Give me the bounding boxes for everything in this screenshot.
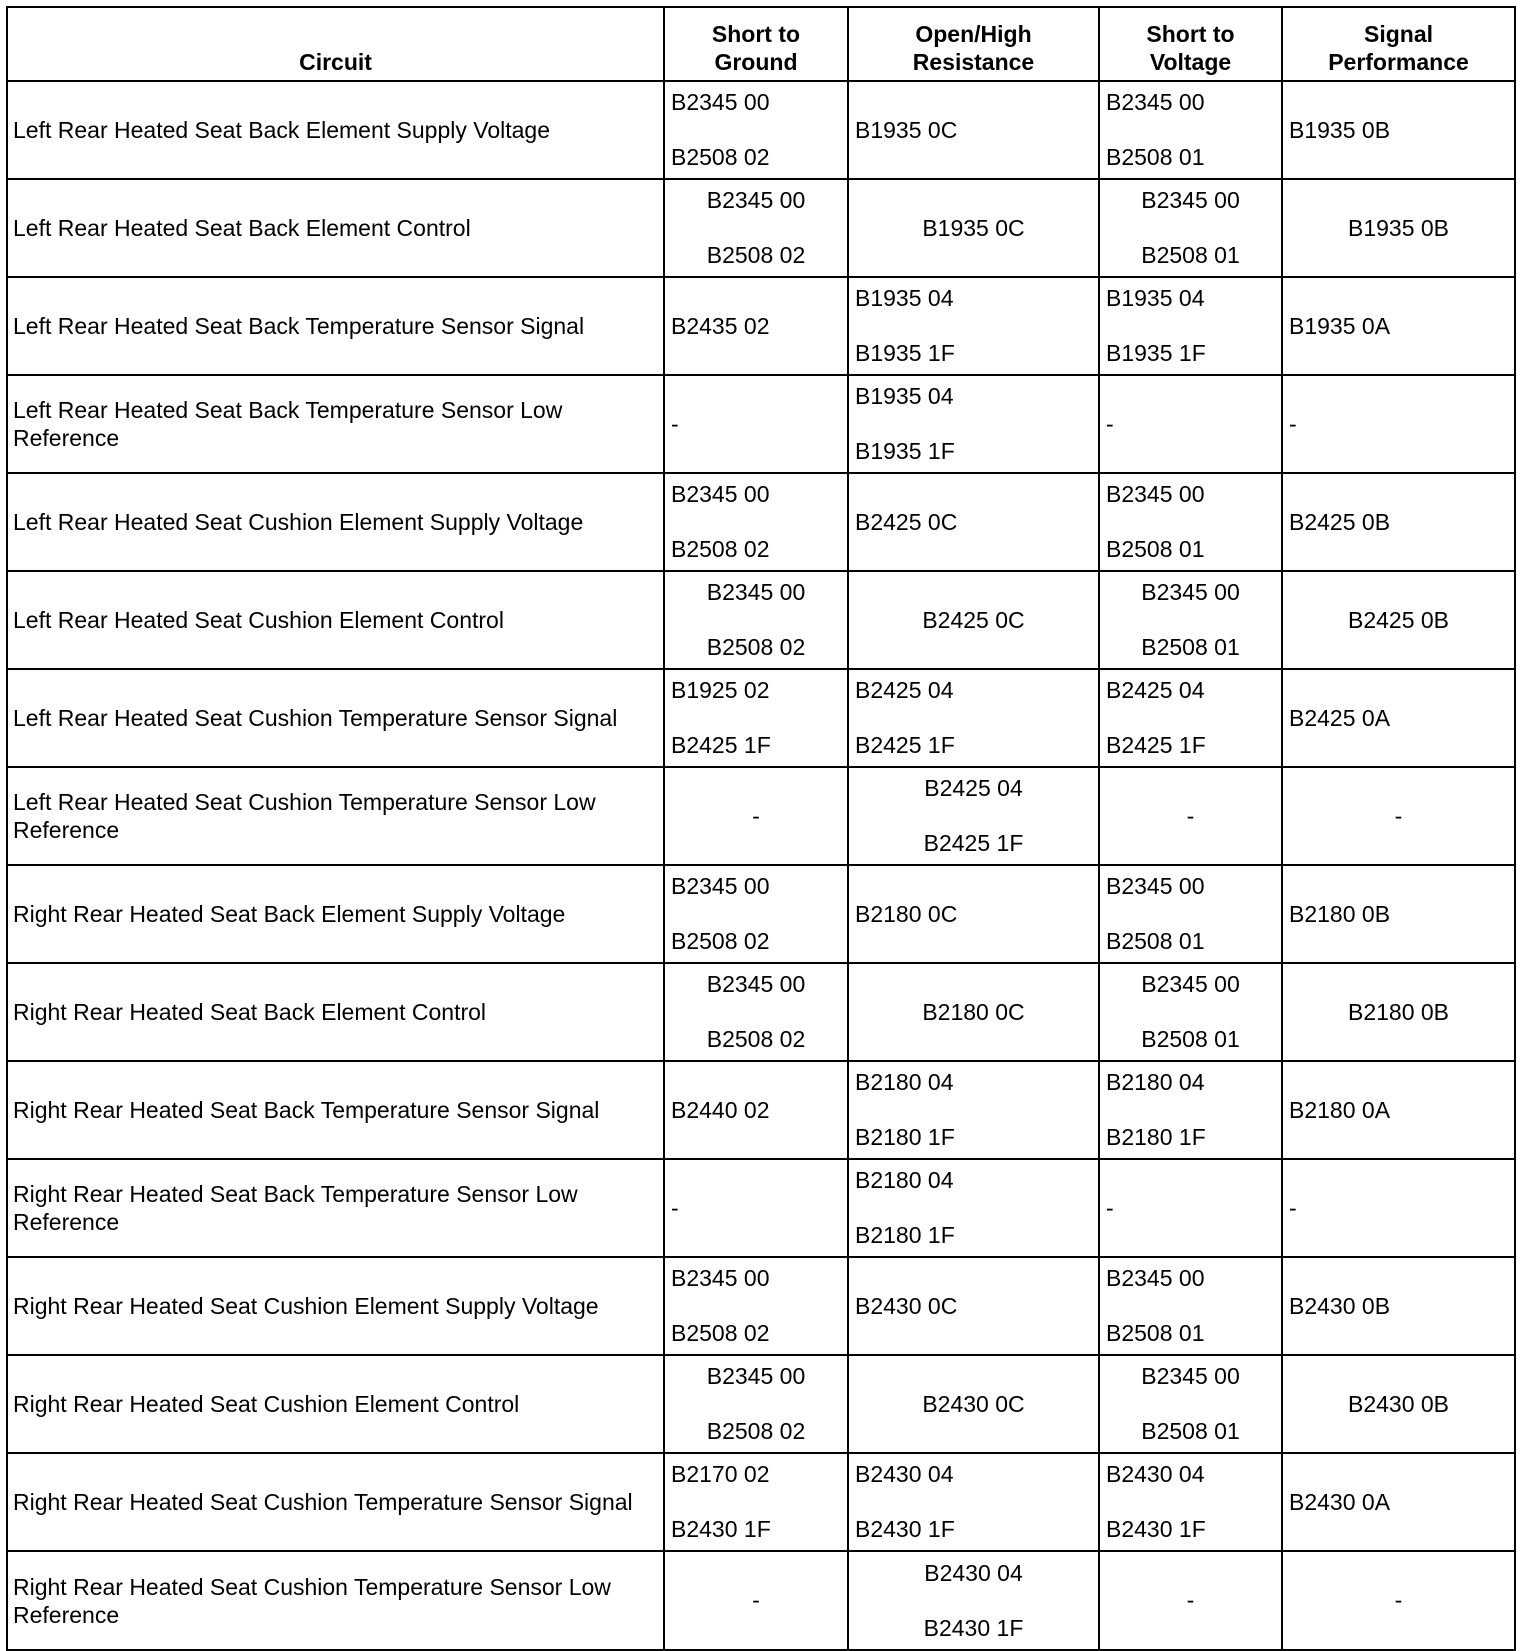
dtc-code: B2345 00 (706, 579, 806, 605)
line-gap (1106, 312, 1281, 340)
dtc-code: B2508 02 (671, 144, 770, 170)
dtc-code: B2180 04 (855, 1167, 954, 1193)
short-ground-cell (664, 669, 848, 767)
signal-perf-cell (1282, 1257, 1515, 1355)
open-high-cell (848, 1061, 1099, 1159)
dtc-code: B1935 04 (1106, 285, 1205, 311)
line-gap (665, 214, 847, 242)
signal-perf-cell (1282, 1551, 1515, 1650)
signal-perf-cell (1282, 963, 1515, 1061)
dtc-code: B2425 1F (1106, 732, 1206, 758)
dtc-code: B2425 04 (1106, 677, 1205, 703)
open-high-cell (848, 1159, 1099, 1257)
open-high-cell (848, 1257, 1099, 1355)
table-body (7, 81, 1515, 1650)
circuit-cell: Right Rear Heated Seat Cushion Temperature Sensor Signal (7, 1453, 664, 1551)
dtc-code: - (1106, 410, 1114, 437)
dtc-code: B1935 0C (922, 214, 1025, 241)
dtc-code: B1935 04 (855, 285, 954, 311)
short-voltage-cell (1099, 865, 1282, 963)
header-row (7, 7, 1515, 81)
line-gap (665, 1390, 847, 1418)
dtc-code: B2425 0B (1347, 606, 1450, 633)
dtc-code: B2345 00 (671, 1265, 770, 1291)
short-voltage-cell (1099, 1159, 1282, 1257)
dtc-code: B2508 01 (1141, 242, 1240, 268)
short-ground-cell (664, 1453, 848, 1551)
line-gap (671, 900, 847, 928)
dtc-code: B2345 00 (1106, 1265, 1205, 1291)
dtc-code: - (671, 410, 679, 437)
dtc-code: B2430 1F (923, 1614, 1024, 1641)
dtc-code: B2508 01 (1106, 1320, 1205, 1346)
open-high-cell (848, 81, 1099, 179)
dtc-code: B2508 02 (706, 242, 806, 268)
circuit-cell: Left Rear Heated Seat Back Temperature Sensor Signal (7, 277, 664, 375)
short-ground-cell (664, 571, 848, 669)
table-row (7, 473, 1515, 571)
line-gap (671, 508, 847, 536)
open-high-cell (848, 767, 1099, 865)
dtc-code: B2508 02 (671, 928, 770, 954)
dtc-code: B1925 02 (671, 677, 770, 703)
signal-perf-cell (1282, 375, 1515, 473)
open-high-cell (848, 179, 1099, 277)
line-gap (855, 410, 1098, 438)
dtc-code: - (1106, 1194, 1114, 1221)
dtc-code: B2430 0B (1289, 1292, 1391, 1319)
dtc-code: - (1289, 410, 1297, 437)
line-gap (1106, 1488, 1281, 1516)
open-high-cell (848, 277, 1099, 375)
dtc-code: B2345 00 (706, 1363, 806, 1389)
dtc-code: B1935 0C (855, 116, 958, 143)
circuit-cell: Right Rear Heated Seat Cushion Element Control (7, 1355, 664, 1453)
signal-perf-cell (1282, 571, 1515, 669)
dtc-code: B2508 01 (1106, 144, 1205, 170)
table-row (7, 1159, 1515, 1257)
signal-perf-cell (1282, 1159, 1515, 1257)
dtc-table (6, 6, 1516, 1651)
line-gap (1106, 1292, 1281, 1320)
dtc-code: B1935 04 (855, 383, 954, 409)
table-row (7, 81, 1515, 179)
dtc-code: B2180 0C (922, 998, 1025, 1025)
dtc-code: B1935 0A (1289, 312, 1391, 339)
circuit-cell: Left Rear Heated Seat Back Element Control (7, 179, 664, 277)
header-line: Open/High (915, 21, 1032, 47)
dtc-code: B1935 0B (1347, 214, 1450, 241)
circuit-cell: Left Rear Heated Seat Cushion Element Control (7, 571, 664, 669)
dtc-code: B1935 0B (1289, 116, 1391, 143)
short-ground-cell (664, 473, 848, 571)
short-ground-cell (664, 81, 848, 179)
dtc-code: B2425 1F (671, 732, 771, 758)
dtc-code: B2345 00 (706, 971, 806, 997)
dtc-code: B2508 01 (1141, 634, 1240, 660)
table-row (7, 571, 1515, 669)
header-signal-performance (1282, 7, 1515, 81)
signal-perf-cell (1282, 81, 1515, 179)
short-ground-cell (664, 1257, 848, 1355)
short-ground-cell (664, 1061, 848, 1159)
dtc-code: B2430 1F (855, 1516, 955, 1542)
dtc-code: B2345 00 (671, 873, 770, 899)
dtc-code: B2425 04 (855, 677, 954, 703)
dtc-code: B2345 00 (706, 187, 806, 213)
dtc-code: B2180 04 (855, 1069, 954, 1095)
dtc-code: B2430 0B (1347, 1390, 1450, 1417)
signal-perf-cell (1282, 473, 1515, 571)
dtc-code: B2430 04 (855, 1461, 954, 1487)
signal-perf-cell (1282, 669, 1515, 767)
signal-perf-cell (1282, 277, 1515, 375)
dtc-code: B2425 1F (923, 830, 1024, 856)
short-voltage-cell (1099, 179, 1282, 277)
short-voltage-cell (1099, 1453, 1282, 1551)
short-voltage-cell (1099, 1257, 1282, 1355)
dtc-code: B2180 1F (855, 1222, 955, 1248)
line-gap (671, 1488, 847, 1516)
table-row (7, 277, 1515, 375)
dtc-code: B2345 00 (1141, 971, 1240, 997)
dtc-code: B2440 02 (671, 1096, 770, 1123)
dtc-code: B2180 0C (855, 900, 958, 927)
table-row (7, 375, 1515, 473)
line-gap (855, 1194, 1098, 1222)
circuit-cell: Left Rear Heated Seat Back Element Supply Voltage (7, 81, 664, 179)
dtc-code: B2508 01 (1106, 536, 1205, 562)
short-ground-cell (664, 963, 848, 1061)
header-line: Signal (1363, 21, 1433, 47)
dtc-code: B2430 1F (671, 1516, 771, 1542)
short-voltage-cell (1099, 375, 1282, 473)
dtc-code: B2180 04 (1106, 1069, 1205, 1095)
circuit-cell: Right Rear Heated Seat Back Temperature Sensor Signal (7, 1061, 664, 1159)
short-voltage-cell (1099, 1061, 1282, 1159)
dtc-code: - (671, 1194, 679, 1221)
dtc-code: B2170 02 (671, 1461, 770, 1487)
line-gap (665, 606, 847, 634)
line-gap (1106, 900, 1281, 928)
line-gap (1106, 116, 1281, 144)
header-circuit-label: Circuit (299, 49, 372, 75)
circuit-cell: Right Rear Heated Seat Cushion Temperature Sensor Low Reference (7, 1551, 664, 1650)
dtc-code: B2508 02 (706, 1026, 806, 1052)
line-gap (1100, 214, 1281, 242)
signal-perf-cell (1282, 767, 1515, 865)
dtc-code: - (1394, 1587, 1403, 1613)
table-row (7, 865, 1515, 963)
dtc-code: B2180 0B (1347, 998, 1450, 1025)
signal-perf-cell (1282, 1355, 1515, 1453)
short-voltage-cell (1099, 277, 1282, 375)
open-high-cell (848, 1355, 1099, 1453)
dtc-code: B2345 00 (1141, 1363, 1240, 1389)
dtc-code: B2180 0B (1289, 900, 1391, 927)
dtc-code: B2508 02 (706, 1418, 806, 1444)
dtc-code: - (752, 1587, 760, 1613)
table-row (7, 1551, 1515, 1650)
dtc-code: B2430 04 (924, 1559, 1023, 1586)
dtc-code: B2345 00 (1141, 187, 1240, 213)
dtc-code: B2508 01 (1141, 1026, 1240, 1052)
table-row (7, 669, 1515, 767)
open-high-cell (848, 375, 1099, 473)
short-ground-cell (664, 375, 848, 473)
line-gap (1106, 508, 1281, 536)
line-gap (849, 802, 1098, 830)
short-ground-cell (664, 865, 848, 963)
header-line: Short to (711, 21, 801, 47)
signal-perf-cell (1282, 865, 1515, 963)
short-ground-cell (664, 1551, 848, 1650)
open-high-cell (848, 1551, 1099, 1650)
dtc-code: B2508 02 (671, 536, 770, 562)
dtc-code: B2180 1F (1106, 1124, 1206, 1150)
line-gap (855, 1096, 1098, 1124)
dtc-code: - (1186, 1587, 1195, 1613)
circuit-cell: Right Rear Heated Seat Cushion Element Supply Voltage (7, 1257, 664, 1355)
dtc-code: B2345 00 (1106, 873, 1205, 899)
dtc-code: B1935 1F (1106, 340, 1206, 366)
dtc-code: - (1394, 802, 1403, 829)
table-row (7, 767, 1515, 865)
short-voltage-cell (1099, 1551, 1282, 1650)
dtc-code: B2508 02 (671, 1320, 770, 1346)
short-voltage-cell (1099, 473, 1282, 571)
dtc-code: B2425 0C (922, 606, 1025, 633)
short-voltage-cell (1099, 963, 1282, 1061)
header-line: Short to (1146, 21, 1235, 47)
header-short-to-ground (664, 7, 848, 81)
table-row (7, 1061, 1515, 1159)
line-gap (671, 704, 847, 732)
circuit-cell: Left Rear Heated Seat Back Temperature Sensor Low Reference (7, 375, 664, 473)
dtc-code: - (1186, 802, 1195, 829)
dtc-code: B2425 0B (1289, 508, 1391, 535)
dtc-code: B2508 02 (706, 634, 806, 660)
line-gap (855, 312, 1098, 340)
signal-perf-cell (1282, 1453, 1515, 1551)
dtc-code: B2430 0A (1289, 1488, 1391, 1515)
dtc-code: B2345 00 (671, 89, 770, 115)
dtc-code: B2345 00 (1106, 481, 1205, 507)
dtc-code: B2180 1F (855, 1124, 955, 1150)
dtc-code: B2425 0A (1289, 704, 1391, 731)
circuit-cell: Right Rear Heated Seat Back Element Supply Voltage (7, 865, 664, 963)
dtc-code: B1935 1F (855, 438, 955, 464)
dtc-code: B2425 1F (855, 732, 955, 758)
dtc-code: B2425 04 (924, 775, 1023, 801)
line-gap (1106, 1096, 1281, 1124)
table-row (7, 179, 1515, 277)
short-voltage-cell (1099, 81, 1282, 179)
line-gap (855, 704, 1098, 732)
signal-perf-cell (1282, 179, 1515, 277)
line-gap (1100, 606, 1281, 634)
line-gap (671, 116, 847, 144)
header-open-high-resistance (848, 7, 1099, 81)
dtc-code: B2345 00 (671, 481, 770, 507)
circuit-cell: Left Rear Heated Seat Cushion Element Supply Voltage (7, 473, 664, 571)
dtc-code: B2508 01 (1106, 928, 1205, 954)
line-gap (849, 1587, 1098, 1615)
table-row (7, 1355, 1515, 1453)
circuit-cell: Left Rear Heated Seat Cushion Temperature Sensor Low Reference (7, 767, 664, 865)
short-ground-cell (664, 179, 848, 277)
short-ground-cell (664, 1159, 848, 1257)
open-high-cell (848, 963, 1099, 1061)
header-circuit (7, 7, 664, 81)
short-ground-cell (664, 277, 848, 375)
short-voltage-cell (1099, 1355, 1282, 1453)
line-gap (1100, 1390, 1281, 1418)
dtc-code: B2345 00 (1141, 579, 1240, 605)
open-high-cell (848, 865, 1099, 963)
header-short-to-voltage (1099, 7, 1282, 81)
circuit-cell: Right Rear Heated Seat Back Temperature Sensor Low Reference (7, 1159, 664, 1257)
line-gap (1106, 704, 1281, 732)
short-voltage-cell (1099, 767, 1282, 865)
open-high-cell (848, 571, 1099, 669)
header-line: Voltage (1149, 49, 1232, 75)
circuit-cell: Right Rear Heated Seat Back Element Control (7, 963, 664, 1061)
dtc-code: - (752, 802, 760, 829)
dtc-code: B2425 0C (855, 508, 958, 535)
dtc-code: B2430 1F (1106, 1516, 1206, 1542)
dtc-code: B2430 0C (855, 1292, 958, 1319)
line-gap (671, 1292, 847, 1320)
dtc-code: B2345 00 (1106, 89, 1205, 115)
line-gap (1100, 998, 1281, 1026)
line-gap (665, 998, 847, 1026)
table-row (7, 1453, 1515, 1551)
open-high-cell (848, 669, 1099, 767)
dtc-code: - (1289, 1194, 1297, 1221)
short-voltage-cell (1099, 669, 1282, 767)
open-high-cell (848, 1453, 1099, 1551)
header-line: Performance (1328, 49, 1469, 75)
circuit-cell: Left Rear Heated Seat Cushion Temperature Sensor Signal (7, 669, 664, 767)
open-high-cell (848, 473, 1099, 571)
signal-perf-cell (1282, 1061, 1515, 1159)
dtc-code: B2430 0C (922, 1390, 1025, 1417)
dtc-code: B2435 02 (671, 312, 770, 339)
short-ground-cell (664, 1355, 848, 1453)
header-line: Ground (714, 49, 798, 75)
dtc-code: B2430 04 (1106, 1461, 1205, 1487)
short-ground-cell (664, 767, 848, 865)
table-row (7, 963, 1515, 1061)
dtc-code: B1935 1F (855, 340, 955, 366)
dtc-code: B2180 0A (1289, 1096, 1391, 1123)
line-gap (855, 1488, 1098, 1516)
dtc-code: B2508 01 (1141, 1418, 1240, 1444)
table-row (7, 1257, 1515, 1355)
header-line: Resistance (912, 49, 1035, 75)
short-voltage-cell (1099, 571, 1282, 669)
